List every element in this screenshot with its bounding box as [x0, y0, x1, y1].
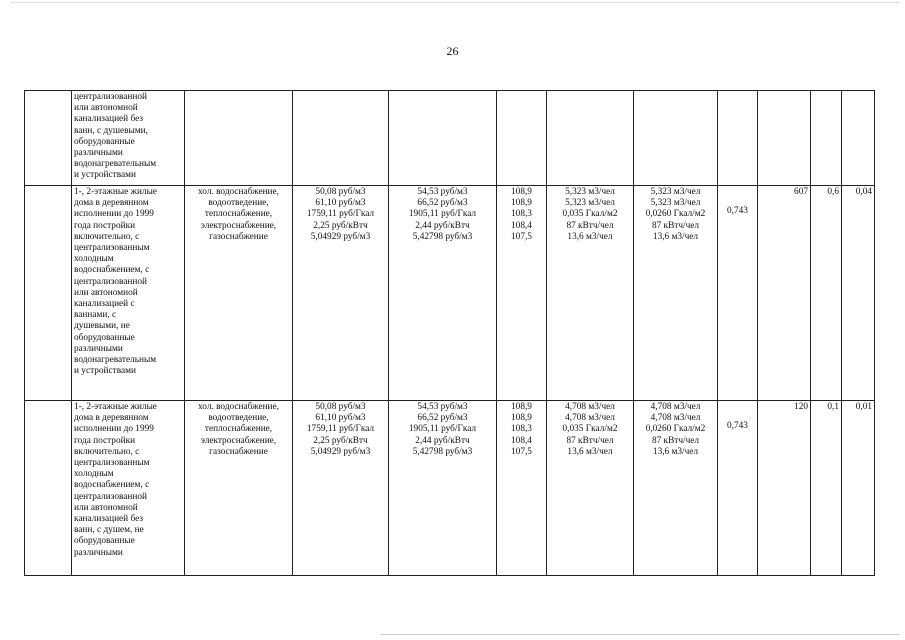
text-line: 5,323 м3/чел — [650, 187, 701, 197]
housing-description — [72, 401, 185, 576]
text-line: водоотведение, — [208, 413, 269, 424]
text-line: различными — [74, 343, 123, 354]
text-line: 4,708 м3/чел — [650, 413, 701, 424]
index-cell — [497, 91, 547, 186]
text-line: включительно, с — [74, 231, 140, 242]
text-line: 61,10 руб/м3 — [315, 413, 366, 424]
norm-new-cell — [634, 186, 718, 401]
text-line: электроснабжение, — [200, 435, 277, 446]
value1-cell — [811, 91, 842, 186]
text-line: централизованным — [74, 243, 150, 254]
text-line: централизованным — [74, 458, 150, 469]
text-line: 5,42798 руб/м3 — [412, 446, 473, 457]
text-line: 108,4 — [511, 220, 532, 231]
text-line: душевыми, не — [74, 321, 130, 332]
text-line: различными — [74, 148, 123, 159]
services-cell — [185, 186, 293, 401]
tariff-new-cell — [389, 401, 497, 576]
text-line: исполнении до 1999 — [74, 209, 154, 220]
text-line: 1759,11 руб/Гкал — [306, 424, 375, 435]
text-line: и устройствами — [74, 170, 136, 181]
empty-cell — [25, 91, 72, 186]
text-line: 1905,11 руб/Гкал — [408, 209, 477, 220]
text-line: 108,9 — [511, 187, 532, 197]
text-line: 2,25 руб/кВтч — [313, 435, 368, 446]
text-line: 107,5 — [511, 446, 532, 457]
text-line: и устройствами — [74, 366, 136, 377]
text-line: 54,53 руб/м3 — [417, 187, 468, 197]
services-cell — [185, 401, 293, 576]
text-line: 13,6 м3/чел — [652, 231, 699, 242]
norm-prev-cell — [547, 401, 634, 576]
text-line: 13,6 м3/чел — [652, 446, 699, 457]
text-line: включительно, с — [74, 446, 140, 457]
tariff-new-cell — [389, 186, 497, 401]
text-line: 4,708 м3/чел — [565, 402, 615, 412]
empty-cell — [25, 401, 72, 576]
text-line: 1905,11 руб/Гкал — [408, 424, 477, 435]
index-cell — [497, 401, 547, 576]
text-line: или автономной — [74, 103, 138, 114]
text-line: водоснабжением, с — [74, 265, 150, 276]
text-line: оборудованные — [74, 332, 135, 343]
text-line: 0,035 Гкал/м2 — [562, 209, 618, 220]
table-row — [25, 401, 875, 576]
text-line: 61,10 руб/м3 — [315, 198, 366, 209]
text-line: 5,04929 руб/м3 — [310, 231, 371, 242]
text-line: хол. водоснабжение, — [198, 187, 279, 197]
text-line: или автономной — [74, 287, 138, 298]
text-line: различными — [74, 547, 123, 558]
text-line: или автономной — [74, 502, 138, 513]
tariff-new-cell — [389, 91, 497, 186]
text-line: канализацией с — [74, 299, 135, 310]
text-line: водоснабжением, с — [74, 480, 150, 491]
count-cell: 120 — [758, 401, 811, 576]
text-line: 2,44 руб/кВтч — [415, 220, 470, 231]
text-line: 5,323 м3/чел — [565, 187, 615, 197]
housing-description — [72, 186, 185, 401]
text-line: 54,53 руб/м3 — [417, 402, 468, 412]
text-line: хол. водоснабжение, — [198, 402, 279, 412]
value2-cell: 0,04 — [842, 186, 875, 401]
text-line: 13,6 м3/чел — [567, 446, 613, 457]
text-line: 108,3 — [511, 424, 532, 435]
text-line: 66,52 руб/м3 — [417, 198, 468, 209]
text-line: водонагревательным — [74, 355, 157, 366]
text-line: 5,323 м3/чел — [650, 198, 701, 209]
text-line: 87 кВтч/чел — [651, 220, 700, 231]
text-line: 108,4 — [511, 435, 532, 446]
text-line: оборудованные — [74, 136, 135, 147]
text-line: 0,0260 Гкал/м2 — [645, 424, 706, 435]
value2-cell: 0,01 — [842, 401, 875, 576]
text-line: 4,708 м3/чел — [565, 413, 615, 424]
text-line: 108,9 — [511, 198, 532, 209]
housing-description — [72, 91, 185, 186]
text-line: водоотведение, — [208, 198, 269, 209]
text-line: 108,3 — [511, 209, 532, 220]
text-line: ваннами, с — [74, 310, 117, 321]
text-line: 5,04929 руб/м3 — [310, 446, 371, 457]
text-line: дома в деревянном — [74, 413, 149, 424]
norm-prev-cell — [547, 186, 634, 401]
text-line: 0,0260 Гкал/м2 — [645, 209, 706, 220]
text-line: 87 кВтч/чел — [566, 220, 614, 231]
text-line: 50,08 руб/м3 — [315, 187, 366, 197]
text-line: исполнении до 1999 — [74, 424, 154, 435]
text-line: 5,323 м3/чел — [565, 198, 615, 209]
text-line: 13,6 м3/чел — [567, 231, 613, 242]
text-line: канализацией без — [74, 114, 143, 125]
text-line: 1759,11 руб/Гкал — [306, 209, 375, 220]
norm-new-cell — [634, 91, 718, 186]
text-line: 1-, 2-этажные жилые — [74, 187, 157, 197]
text-line: газоснабжение — [209, 446, 268, 457]
norm-prev-cell — [547, 91, 634, 186]
value1-cell: 0,1 — [811, 401, 842, 576]
scan-edge-bottom — [380, 634, 900, 635]
coef-cell: 0,743 — [718, 401, 758, 576]
text-line: 87 кВтч/чел — [566, 435, 614, 446]
text-line: водонагревательным — [74, 159, 157, 170]
text-line: холодным — [74, 254, 114, 265]
text-line: 108,9 — [511, 413, 532, 424]
text-line: электроснабжение, — [200, 220, 277, 231]
services-cell — [185, 91, 293, 186]
text-line: газоснабжение — [209, 231, 268, 242]
text-line: 5,42798 руб/м3 — [412, 231, 473, 242]
tariff-prev-cell — [293, 401, 389, 576]
empty-cell — [25, 186, 72, 401]
text-line: 2,25 руб/кВтч — [313, 220, 368, 231]
text-line: холодным — [74, 469, 114, 480]
text-line: централизованной — [74, 276, 147, 287]
norm-new-cell — [634, 401, 718, 576]
count-cell: 607 — [758, 186, 811, 401]
coef-cell — [718, 91, 758, 186]
value1-cell: 0,6 — [811, 186, 842, 401]
text-line: ванн, с душем, не — [74, 525, 144, 536]
text-line: 2,44 руб/кВтч — [415, 435, 470, 446]
text-line: 66,52 руб/м3 — [417, 413, 468, 424]
index-cell — [497, 186, 547, 401]
table-row — [25, 91, 875, 186]
tariff-prev-cell — [293, 186, 389, 401]
text-line: централизованной — [74, 92, 147, 102]
text-line: дома в деревянном — [74, 198, 149, 209]
text-line: года постройки — [74, 435, 136, 446]
text-line: теплоснабжение, — [204, 209, 273, 220]
text-line: канализацией без — [74, 514, 143, 525]
text-line: 108,9 — [511, 402, 532, 412]
tariff-table — [24, 90, 875, 576]
table-row — [25, 186, 875, 401]
value2-cell — [842, 91, 875, 186]
scan-edge-top — [10, 2, 900, 3]
text-line: 50,08 руб/м3 — [315, 402, 366, 412]
text-line: года постройки — [74, 220, 136, 231]
text-line: 87 кВтч/чел — [651, 435, 700, 446]
text-line: 0,035 Гкал/м2 — [562, 424, 618, 435]
text-line: теплоснабжение, — [204, 424, 273, 435]
text-line: оборудованные — [74, 536, 135, 547]
page-number: 26 — [446, 44, 459, 58]
tariff-prev-cell — [293, 91, 389, 186]
text-line: 107,5 — [511, 231, 532, 242]
text-line: ванн, с душевыми, — [74, 125, 148, 136]
count-cell — [758, 91, 811, 186]
coef-cell: 0,743 — [718, 186, 758, 401]
text-line: централизованной — [74, 491, 147, 502]
text-line: 4,708 м3/чел — [650, 402, 701, 412]
text-line: 1-, 2-этажные жилые — [74, 402, 157, 412]
